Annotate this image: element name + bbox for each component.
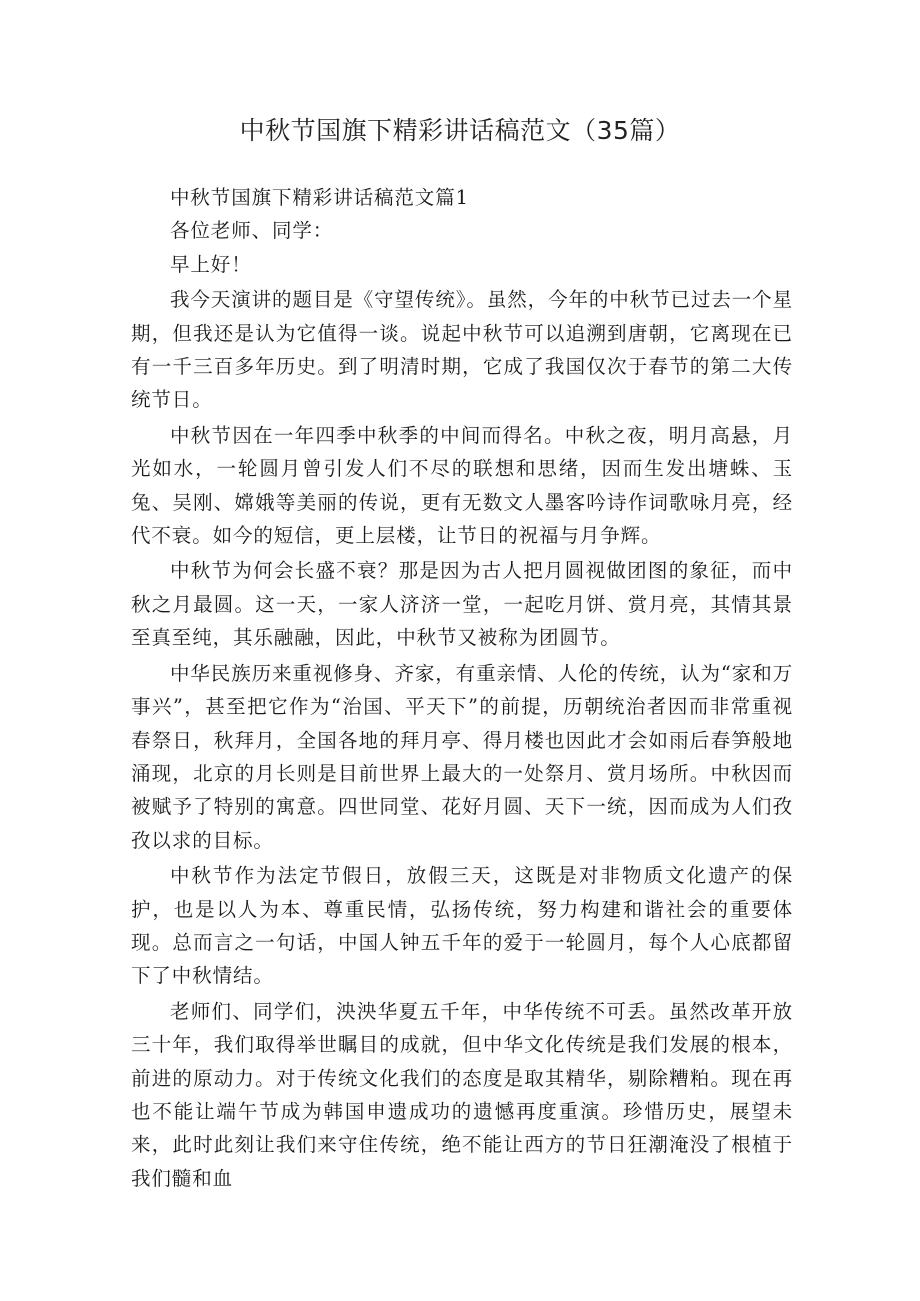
paragraph: 我今天演讲的题目是《守望传统》。虽然，今年的中秋节已过去一个星期，但我还是认为它值得一谈。说起中秋节可以追溯到唐朝，它离现在已有一千三百多年历史。到了明清时期，它成了我国仅次于春节的第二大传统节日。 <box>131 288 793 412</box>
salutation-line: 早上好！ <box>170 252 252 276</box>
document-title: 中秋节国旗下精彩讲话稿范文（35篇） <box>239 116 681 145</box>
paragraph: 老师们、同学们，泱泱华夏五千年，中华传统不可丢。虽然改革开放三十年，我们取得举世瞩目的成就，但中华文化传统是我们发展的根本，前进的原动力。对于传统文化我们的态度是取其精华，剔除糟粕。现在再也不能让端午节成为韩国申遗成功的遗憾再度重演。珍惜历史，展望未来，此时此刻让我们来守住传统，绝不能让西方的节日狂潮淹没了根植于我们髓和血 <box>131 999 793 1190</box>
paragraph: 中秋节因在一年四季中秋季的中间而得名。中秋之夜，明月高悬，月光如水，一轮圆月曾引发人们不尽的联想和思绪，因而生发出塘蛛、玉兔、吴刚、嫦娥等美丽的传说，更有无数文人墨客吟诗作词歌咏月亮，经代不衰。如今的短信，更上层楼，让节日的祝福与月争辉。 <box>131 423 793 548</box>
paragraph: 中华民族历来重视修身、齐家，有重亲情、人伦的传统，认为“家和万事兴”，甚至把它作为“治国、平天下”的前提，历朝统治者因而非常重视春祭日，秋拜月，全国各地的拜月亭、得月楼也因此才会如雨后春笋般地涌现，北京的月长则是目前世界上最大的一处祭月、赏月场所。中秋因而被赋予了特别的寓意。四世同堂、花好月圆、天下一统，因而成为人们孜孜以求的目标。 <box>131 661 793 852</box>
document-body <box>131 181 793 1195</box>
paragraph: 中秋节为何会长盛不衰？那是因为古人把月圆视做团图的象征，而中秋之月最圆。这一天，一家人济济一堂，一起吃月饼、赏月亮，其情其景至真至纯，其乐融融，因此，中秋节又被称为团圆节。 <box>131 559 793 650</box>
paragraph: 中秋节作为法定节假日，放假三天，这既是对非物质文化遗产的保护，也是以人为本、尊重民情，弘扬传统，努力构建和谐社会的重要体现。总而言之一句话，中国人钟五千年的爱于一轮圆月，每个人心底都留下了中秋情结。 <box>131 864 793 988</box>
greeting-line: 各位老师、同学： <box>170 219 334 243</box>
section-heading: 中秋节国旗下精彩讲话稿范文篇1 <box>170 186 469 209</box>
